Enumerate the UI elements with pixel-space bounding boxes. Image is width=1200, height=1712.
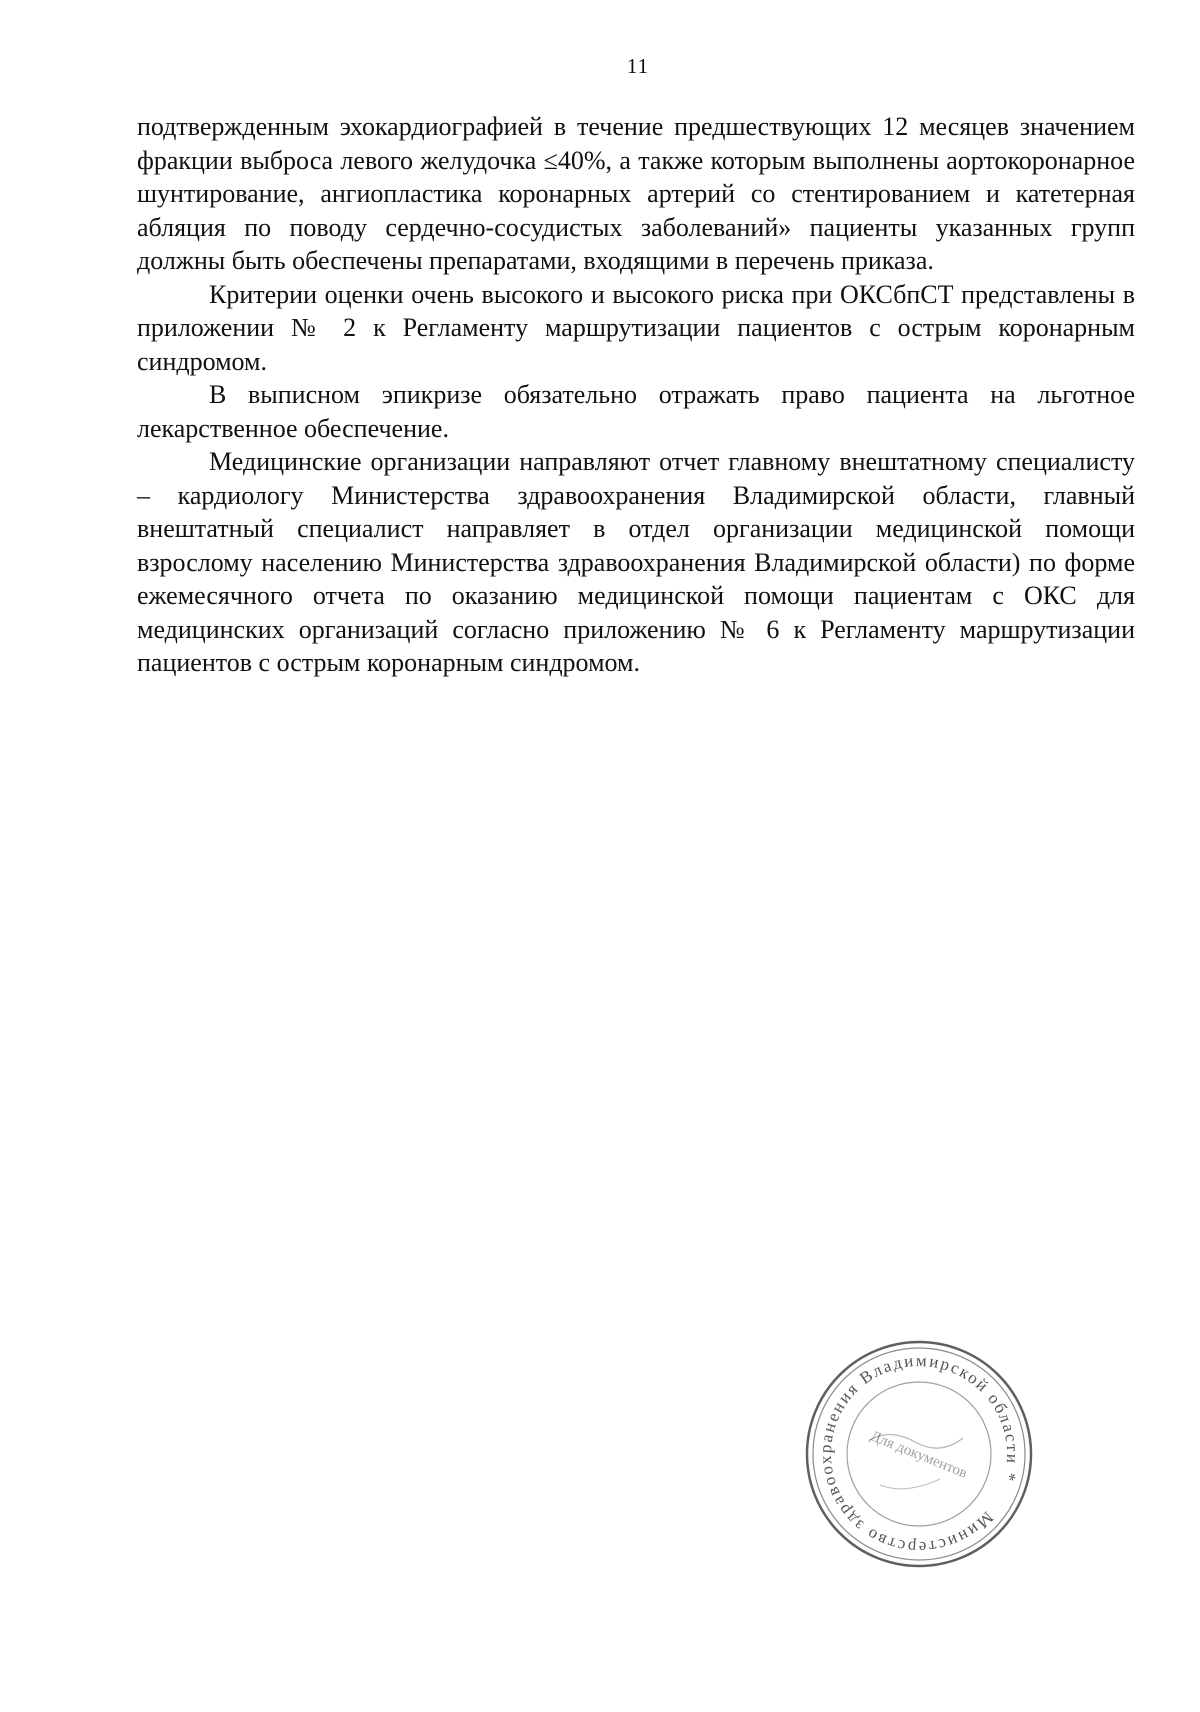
seal-ring-text: Министерство здравоохранения Владимирской области * [815, 1350, 1023, 1558]
seal-inner-text: Для документов [867, 1428, 970, 1482]
seal-graphic [800, 1335, 1038, 1573]
seal-scribble-2 [880, 1479, 940, 1489]
paragraph-reporting: Медицинские организации направляют отчет главному внештатному специалисту – кардиологу Министерства здравоохранения Владимирской области, главный внештатный специалист направляет в отдел организации медицинской помощи взрослому населению Министерства здравоохранения Владимирской области) по форме ежемесячного отчета по оказанию медицинской помощи пациентам с ОКС для медицинских организаций согласно приложению № 6 к Регламенту маршрутизации пациентов с острым коронарным синдромом. [137, 447, 1135, 677]
page-number: 11 [626, 54, 650, 78]
paragraph-discharge-summary: В выписном эпикризе обязательно отражать право пациента на льготное лекарственное обеспечение. [137, 380, 1135, 443]
paragraph-risk-criteria: Критерии оценки очень высокого и высокого риска при ОКСбпСТ представлены в приложении № 2 к Регламенту маршрутизации пациентов с острым коронарным синдромом. [137, 279, 1135, 376]
document-body [137, 110, 1135, 680]
official-seal [800, 1335, 1038, 1573]
paragraph-continuation: подтвержденным эхокардиографией в течение предшествующих 12 месяцев значением фракции выброса левого желудочка ≤40%, а также которым выполнены аортокоронарное шунтирование, ангиопластика коронарных артерий со стентированием и катетерная абляция по поводу сердечно-сосудистых заболеваний» пациенты указанных групп должны быть обеспечены препаратами, входящими в перечень приказа. [137, 112, 1135, 275]
